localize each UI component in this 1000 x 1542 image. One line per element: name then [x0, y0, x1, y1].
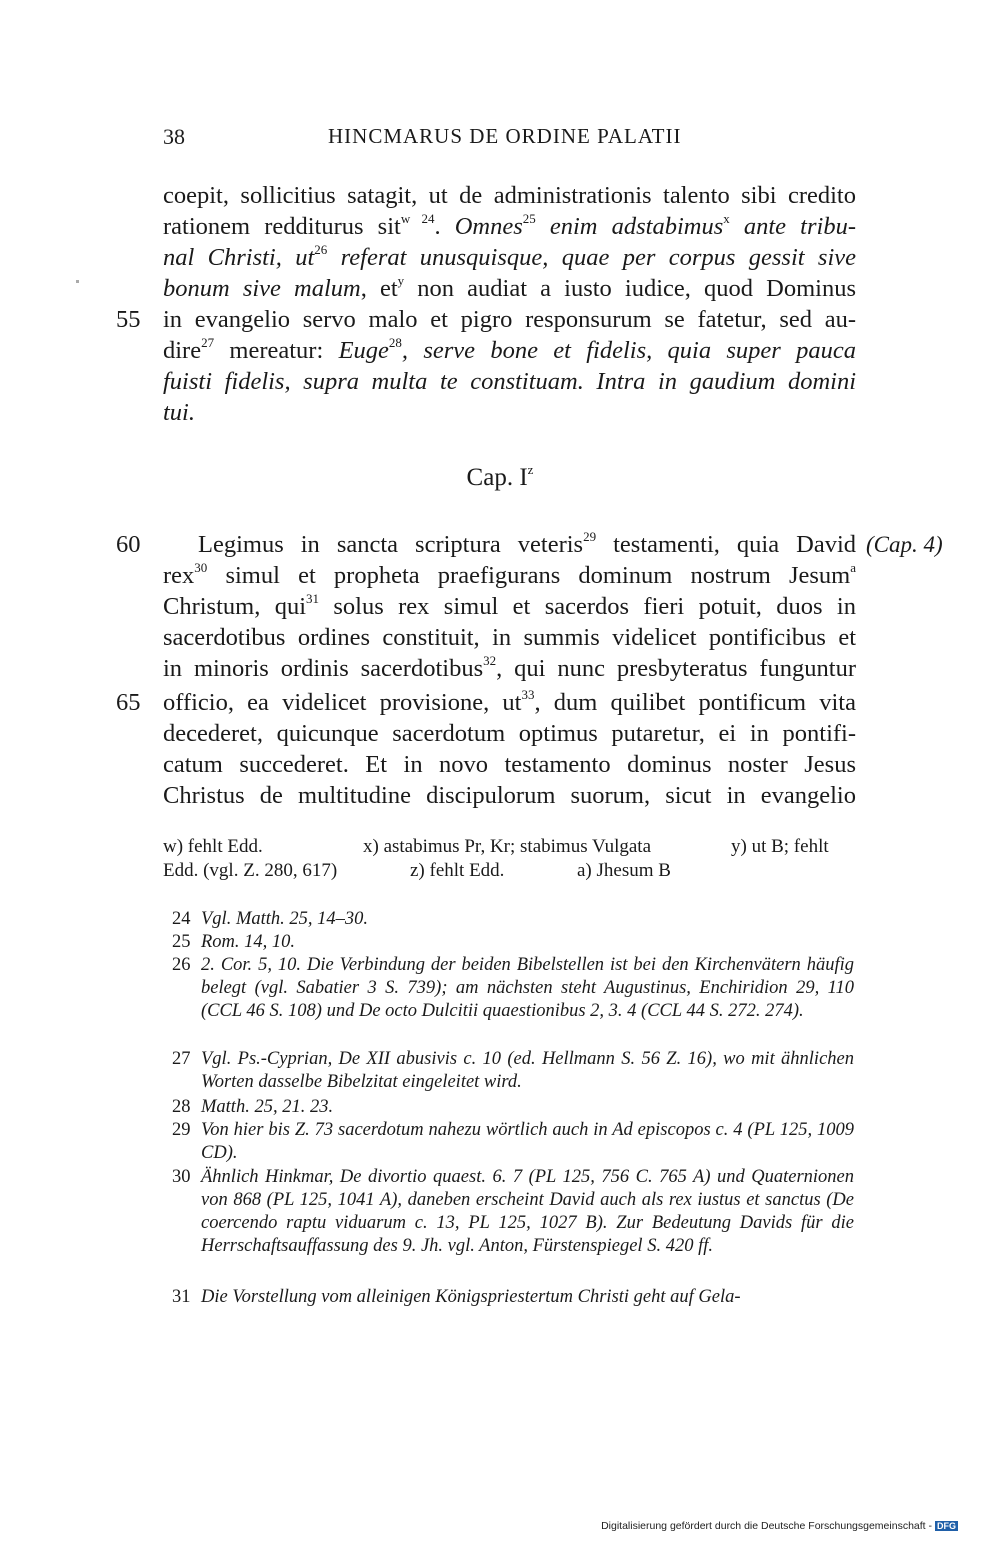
digitization-credit	[601, 1520, 958, 1532]
credit-text: Digitalisierung gefördert durch die Deutsche Forschungsgemeinschaft -	[601, 1520, 932, 1532]
line-number: 55	[116, 306, 141, 333]
text-line: rationem redditurus sit$^{w 24}$. Omnes$^{25}$ enim adstabimus$^x$ ante tribu-	[163, 211, 856, 240]
app-note-w: w) fehlt Edd.	[163, 836, 263, 857]
text-line: tui.	[163, 399, 195, 426]
text-line: dire$^{27}$ mereatur: Euge$^{28}$, serve bone et fidelis, quia super pauca	[163, 335, 856, 364]
footnote: 28 Matth. 25, 21. 23.	[172, 1097, 334, 1117]
page-number: 38	[163, 124, 185, 149]
footnote: 26 2. Cor. 5, 10. Die Verbindung der beiden Bibelstellen ist bei den Kirchenvätern häufig belegt (vgl. Sabatier 3 S. 739); am nächsten steht Augustinus, Enchiridion 29, 110 (CCL 46 S. 108) und De octo Dulcitii quaestionibus 2, 3. 4 (CCL 44 S. 272. 274).	[172, 955, 854, 1021]
text-line: Christum, qui$^{31}$ solus rex simul et sacerdos fieri potuit, duos in	[163, 591, 856, 620]
text-line: coepit, sollicitius satagit, ut de administrationis talento sibi credito	[163, 182, 856, 209]
running-title: HINCMARUS DE ORDINE PALATII	[328, 124, 682, 148]
app-note-a: a) Jhesum B	[577, 860, 671, 881]
text-line: decederet, quicunque sacerdotum optimus putaretur, ei in pontifi-	[163, 720, 856, 747]
text-line: sacerdotibus ordines constituit, in summis videlicet pontificibus et	[163, 624, 856, 651]
app-note-y: y) ut B; fehlt	[731, 836, 829, 857]
footnote: 24 Vgl. Matth. 25, 14–30.	[172, 909, 369, 929]
margin-reference: (Cap. 4)	[866, 532, 943, 557]
app-note-x: x) astabimus Pr, Kr; stabimus Vulgata	[363, 836, 651, 857]
chapter-heading: Cap. $I^z$	[466, 462, 534, 491]
text-line: Christus de multitudine discipulorum suorum, sicut in evangelio	[163, 782, 856, 809]
text-line: nal Christi, $ut^{26}$ referat unusquisque, quae per corpus gessit sive	[163, 242, 857, 271]
app-note-z: z) fehlt Edd.	[410, 860, 505, 881]
text-line: catum succederet. Et in novo testamento dominus noster Jesus	[163, 751, 856, 778]
app-note-y-cont: Edd. (vgl. Z. 280, 617)	[163, 860, 338, 881]
text-line: Legimus in sancta scriptura veteris$^{29}$ testamenti, quia David	[198, 529, 857, 558]
dfg-logo: DFG	[937, 1521, 956, 1531]
line-number: 65	[116, 689, 141, 716]
text-line: rex$^{30}$ simul et propheta praefigurans dominum nostrum Jesum$^a$	[163, 560, 856, 589]
footnote: 30 Ähnlich Hinkmar, De divortio quaest. 6. 7 (PL 125, 756 C. 765 A) und Quaternionen von 868 (PL 125, 1041 A), daneben erscheint David auch als rex iustus et sanctus (De coercendo raptu viduarum c. 13, PL 125, 1027 B). Zur Bedeutung Davids für die Herrschaftsauffassung des 9. Jh. vgl. Anton, Fürstenspiegel S. 420 ff.	[172, 1167, 854, 1256]
footnote: 31 Die Vorstellung vom alleinigen Königspriestertum Christi geht auf Gela-	[172, 1287, 741, 1307]
apparatus-line	[163, 859, 853, 883]
text-line: in minoris ordinis sacerdotibus$^{32}$, qui nunc presbyteratus funguntur	[163, 653, 856, 682]
footnote: 27 Vgl. Ps.-Cyprian, De XII abusivis c. 10 (ed. Hellmann S. 56 Z. 16), wo mit ähnlichen Worten dasselbe Bibelzitat eingeleitet wird.	[172, 1049, 854, 1092]
text-line: fuisti fidelis, supra multa te constituam. Intra in gaudium domini	[163, 368, 856, 395]
apparatus-line	[163, 835, 853, 859]
footnote: 25 Rom. 14, 10.	[172, 932, 296, 952]
line-number: 60	[116, 531, 141, 558]
footnote: 29 Von hier bis Z. 73 sacerdotum nahezu wörtlich auch in Ad episcopos c. 4 (PL 125, 1009 CD).	[172, 1120, 854, 1163]
text-line: officio, ea videlicet provisione, $ut^{33}$, dum quilibet pontificum vita	[163, 687, 856, 716]
scan-speck	[76, 280, 79, 283]
text-line: bonum sive malum, $et^y$ non audiat a iusto iudice, quod Dominus	[163, 273, 856, 302]
text-line: in evangelio servo malo et pigro responsurum se fatetur, sed au-	[163, 306, 856, 333]
